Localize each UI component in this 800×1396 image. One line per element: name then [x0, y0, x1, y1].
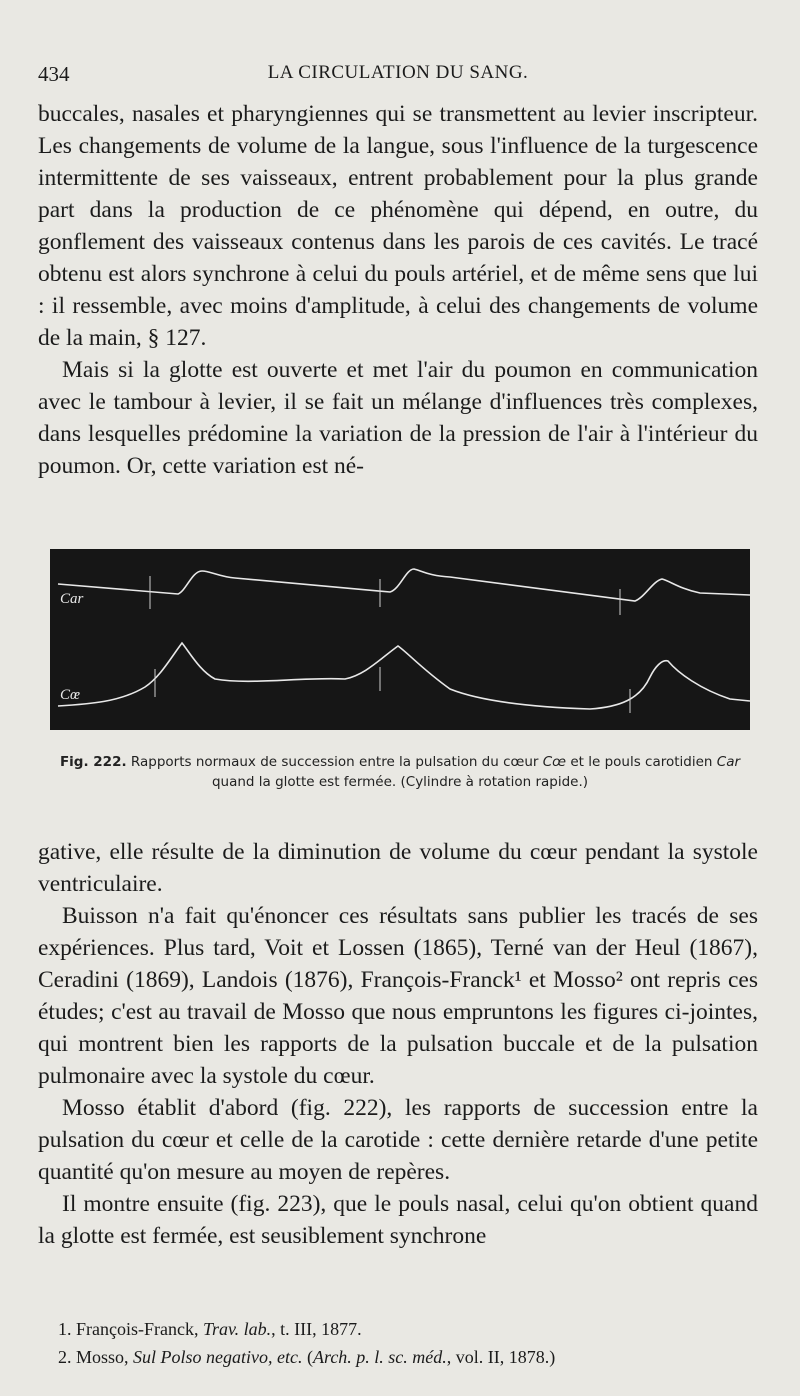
footnote-2: [58, 1343, 758, 1371]
paragraph: Il montre ensuite (fig. 223), que le pouls nasal, celui qu'on obtient quand la glotte est fermée, est seusiblement synchrone: [38, 1191, 758, 1249]
footnote-number: 1.: [58, 1319, 72, 1339]
tracing-background: [50, 549, 750, 730]
footnote-author: Mosso,: [76, 1347, 129, 1367]
paragraph: buccales, nasales et pharyngiennes qui se transmettent au levier inscripteur. Les changements de volume de la langue, sous l'influence de la turgescence intermittente de ses vaisseaux, entrent probablement pour la plus grande part dans la production de ce phénomène qui dépend, en outre, du gonflement des vaisseaux contenus dans les parois de ces cavités. Le tracé obtenu est alors synchrone à celui du pouls artériel, et de même sens que lui : il ressemble, avec moins d'amplitude, à celui des changements de volume de la main, § 127.: [38, 101, 758, 351]
footnote-number: 2.: [58, 1347, 72, 1367]
caption-label: Fig. 222.: [59, 754, 127, 770]
footnotes: [58, 1315, 758, 1371]
paragraph: gative, elle résulte de la diminution de volume du cœur pendant la systole ventriculaire.: [38, 839, 758, 897]
footnote-title: Sul Polso negativo, etc.: [133, 1347, 303, 1367]
caption-italic: Car: [716, 754, 741, 770]
caption-text: quand la glotte est fermée. (Cylindre à rotation rapide.): [211, 774, 589, 790]
footnote-journal: Arch. p. l. sc. méd.: [312, 1347, 447, 1367]
paragraph: Mosso établit d'abord (fig. 222), les rapports de succession entre la pulsation du cœur et celle de la carotide : cette dernière retarde d'une petite quantité qu'on mesure au moyen de repères.: [38, 1095, 758, 1185]
footnote-paren: (: [306, 1347, 313, 1367]
body-text-top: [38, 98, 758, 482]
figure-caption: [36, 752, 764, 792]
footnote-rest: , vol. II, 1878.): [446, 1347, 556, 1367]
figure-222-tracing: [50, 549, 750, 730]
footnote-author: François-Franck,: [76, 1319, 199, 1339]
caption-text: et le pouls carotidien: [570, 754, 713, 770]
trace-label-car: Car: [60, 591, 84, 607]
caption-italic: Cœ: [542, 754, 567, 770]
running-title: LA CIRCULATION DU SANG.: [267, 62, 529, 83]
paragraph: Mais si la glotte est ouverte et met l'air du poumon en communication avec le tambour à levier, il se fait un mélange d'influences très complexes, dans lesquelles prédomine la variation de la pression de l'air à l'intérieur du poumon. Or, cette variation est né-: [38, 357, 758, 479]
footnote-rest: , t. III, 1877.: [271, 1319, 362, 1339]
paragraph: Buisson n'a fait qu'énoncer ces résultats sans publier les tracés de ses expériences. Plus tard, Voit et Lossen (1865), Terné van der Heul (1867), Ceradini (1869), Landois (1876), François-Franck¹ et Mosso² ont repris ces études; c'est au travail de Mosso que nous empruntons les figures ci-jointes, qui montrent bien les rapports de la pulsation buccale et de la pulsation pulmonaire avec la systole du cœur.: [38, 903, 758, 1089]
footnote-title: Trav. lab.: [202, 1319, 272, 1339]
body-text-bottom: [38, 836, 758, 1252]
tracing-image: [50, 549, 750, 730]
page-number: 434: [38, 62, 70, 86]
trace-label-coe: Cœ: [60, 687, 81, 703]
footnote-1: [58, 1315, 758, 1343]
caption-text: Rapports normaux de succession entre la pulsation du cœur: [130, 754, 539, 770]
page-header: [38, 62, 758, 90]
